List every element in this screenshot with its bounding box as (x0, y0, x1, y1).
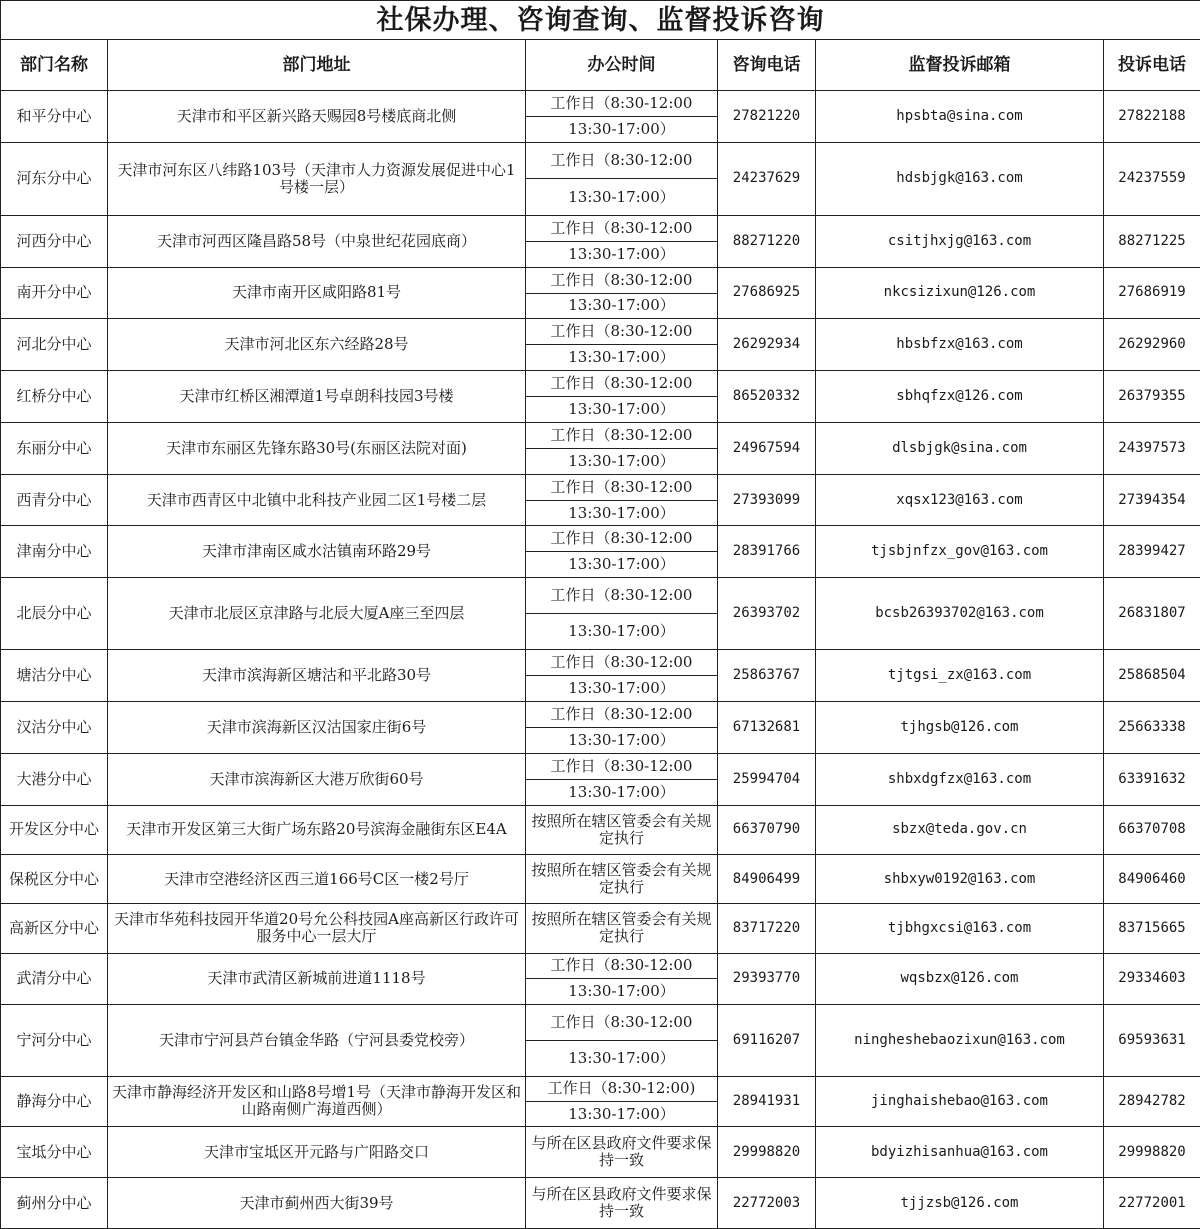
table-row (1, 422, 1200, 474)
office-hours-line-1: 工作日（8:30-12:00 (550, 756, 693, 775)
center-name: 东丽分中心 (1, 422, 108, 474)
office-hours-line-1: 工作日（8:30-12:00 (550, 151, 693, 170)
complaint-phone: 28399427 (1104, 526, 1200, 578)
table-row (1, 702, 1200, 754)
office-hours-line-2: 13:30-17:00） (568, 622, 675, 641)
center-name: 高新区分中心 (1, 904, 108, 954)
complaint-email: ningheshebaozixun@163.com (816, 1004, 1104, 1076)
office-hours (526, 904, 718, 954)
office-hours (526, 855, 718, 904)
header-hours: 办公时间 (526, 40, 718, 91)
center-name: 开发区分中心 (1, 805, 108, 855)
office-hours-line-2: 13:30-17:00） (568, 981, 675, 1000)
office-hours (526, 422, 718, 474)
office-hours (526, 1127, 718, 1178)
center-name: 武清分中心 (1, 953, 108, 1004)
center-name: 北辰分中心 (1, 578, 108, 650)
center-address: 天津市西青区中北镇中北科技产业园二区1号楼二层 (108, 474, 526, 526)
complaint-phone: 26292960 (1104, 319, 1200, 371)
complaint-email: csitjhxjg@163.com (816, 215, 1104, 267)
complaint-email: shbxdgfzx@163.com (816, 753, 1104, 805)
center-name: 汉沽分中心 (1, 702, 108, 754)
complaint-email: tjbhgxcsi@163.com (816, 904, 1104, 954)
complaint-email: dlsbjgk@sina.com (816, 422, 1104, 474)
complaint-phone: 27822188 (1104, 91, 1200, 143)
office-hours-line-2: 13:30-17:00） (568, 244, 675, 263)
complaint-phone: 26831807 (1104, 578, 1200, 650)
complaint-email: tjtgsi_zx@163.com (816, 650, 1104, 702)
table-row (1, 578, 1200, 650)
complaint-email: bcsb26393702@163.com (816, 578, 1104, 650)
complaint-email: tjsbjnfzx_gov@163.com (816, 526, 1104, 578)
center-address: 天津市滨海新区塘沽和平北路30号 (108, 650, 526, 702)
office-hours (526, 267, 718, 319)
office-hours (526, 578, 718, 650)
complaint-phone: 83715665 (1104, 904, 1200, 954)
center-address: 天津市宝坻区开元路与广阳路交口 (108, 1127, 526, 1178)
office-hours (526, 91, 718, 143)
complaint-phone: 27394354 (1104, 474, 1200, 526)
table-row (1, 526, 1200, 578)
complaint-email: nkcsizixun@126.com (816, 267, 1104, 319)
table-row (1, 267, 1200, 319)
office-hours-line-2: 13:30-17:00） (568, 1104, 675, 1123)
table-row (1, 371, 1200, 423)
complaint-email: wqsbzx@126.com (816, 953, 1104, 1004)
complaint-phone: 63391632 (1104, 753, 1200, 805)
header-address: 部门地址 (108, 40, 526, 91)
office-hours-line-1: 工作日（8:30-12:00 (550, 425, 693, 444)
center-name: 保税区分中心 (1, 855, 108, 904)
office-hours-line-1: 工作日（8:30-12:00 (550, 374, 693, 393)
office-hours-line-1: 工作日（8:30-12:00 (550, 218, 693, 237)
office-hours-line-2: 13:30-17:00） (568, 782, 675, 801)
consult-phone: 25994704 (718, 753, 816, 805)
complaint-email: bdyizhisanhua@163.com (816, 1127, 1104, 1178)
center-address: 天津市宁河县芦台镇金华路（宁河县委党校旁） (108, 1004, 526, 1076)
consult-phone: 22772003 (718, 1178, 816, 1229)
complaint-email: hdsbjgk@163.com (816, 142, 1104, 215)
office-hours-line-2: 13:30-17:00） (568, 296, 675, 315)
center-name: 河北分中心 (1, 319, 108, 371)
table-row (1, 142, 1200, 215)
consult-phone: 29998820 (718, 1127, 816, 1178)
office-hours (526, 953, 718, 1004)
office-hours-line-2: 13:30-17:00） (568, 119, 675, 138)
center-name: 西青分中心 (1, 474, 108, 526)
table-row (1, 1076, 1200, 1127)
office-hours-line-1: 工作日（8:30-12:00 (550, 704, 693, 723)
center-name: 静海分中心 (1, 1076, 108, 1127)
office-hours (526, 1076, 718, 1127)
consult-phone: 27686925 (718, 267, 816, 319)
complaint-phone: 24237559 (1104, 142, 1200, 215)
office-hours-line-2: 13:30-17:00） (568, 399, 675, 418)
consult-phone: 28391766 (718, 526, 816, 578)
header-phone: 咨询电话 (718, 40, 816, 91)
office-hours-line-1: 按照所在辖区管委会有关规定执行 (531, 811, 712, 847)
center-name: 红桥分中心 (1, 371, 108, 423)
complaint-phone: 69593631 (1104, 1004, 1200, 1076)
complaint-phone: 22772001 (1104, 1178, 1200, 1229)
center-address: 天津市和平区新兴路天赐园8号楼底商北侧 (108, 91, 526, 143)
office-hours-line-2: 13:30-17:00） (568, 503, 675, 522)
center-address: 天津市开发区第三大街广场东路20号滨海金融街东区E4A (108, 805, 526, 855)
consult-phone: 27821220 (718, 91, 816, 143)
complaint-phone: 26379355 (1104, 371, 1200, 423)
complaint-phone: 84906460 (1104, 855, 1200, 904)
table-row (1, 1178, 1200, 1229)
center-address: 天津市滨海新区汉沽国家庄街6号 (108, 702, 526, 754)
complaint-email: hpsbta@sina.com (816, 91, 1104, 143)
office-hours (526, 474, 718, 526)
office-hours (526, 753, 718, 805)
center-address: 天津市蓟州西大街39号 (108, 1178, 526, 1229)
center-address: 天津市滨海新区大港万欣街60号 (108, 753, 526, 805)
center-address: 天津市华苑科技园开华道20号允公科技园A座高新区行政许可服务中心一层大厅 (108, 904, 526, 954)
office-hours (526, 650, 718, 702)
center-name: 和平分中心 (1, 91, 108, 143)
complaint-email: sbzx@teda.gov.cn (816, 805, 1104, 855)
office-hours-line-2: 13:30-17:00） (568, 679, 675, 698)
complaint-phone: 27686919 (1104, 267, 1200, 319)
complaint-phone: 66370708 (1104, 805, 1200, 855)
office-hours-line-2: 13:30-17:00） (568, 451, 675, 470)
consult-phone: 67132681 (718, 702, 816, 754)
center-address: 天津市河西区隆昌路58号（中泉世纪花园底商） (108, 215, 526, 267)
consult-phone: 28941931 (718, 1076, 816, 1127)
center-name: 大港分中心 (1, 753, 108, 805)
complaint-email: tjhgsb@126.com (816, 702, 1104, 754)
table-row (1, 650, 1200, 702)
consult-phone: 69116207 (718, 1004, 816, 1076)
table-row (1, 1127, 1200, 1178)
consult-phone: 84906499 (718, 855, 816, 904)
office-hours-line-1: 按照所在辖区管委会有关规定执行 (531, 910, 712, 946)
complaint-phone: 28942782 (1104, 1076, 1200, 1127)
complaint-phone: 25868504 (1104, 650, 1200, 702)
complaint-email: xqsx123@163.com (816, 474, 1104, 526)
center-name: 河西分中心 (1, 215, 108, 267)
consult-phone: 26292934 (718, 319, 816, 371)
complaint-phone: 88271225 (1104, 215, 1200, 267)
center-name: 宁河分中心 (1, 1004, 108, 1076)
office-hours (526, 702, 718, 754)
consult-phone: 86520332 (718, 371, 816, 423)
complaint-phone: 24397573 (1104, 422, 1200, 474)
office-hours (526, 319, 718, 371)
complaint-email: sbhqfzx@126.com (816, 371, 1104, 423)
table-body (1, 91, 1200, 1229)
page-title: 社保办理、咨询查询、监督投诉咨询 (1, 1, 1200, 40)
center-address: 天津市武清区新城前进道1118号 (108, 953, 526, 1004)
table-row (1, 319, 1200, 371)
header-email: 监督投诉邮箱 (816, 40, 1104, 91)
center-address: 天津市津南区咸水沽镇南环路29号 (108, 526, 526, 578)
header-row (1, 40, 1200, 91)
consult-phone: 24967594 (718, 422, 816, 474)
consult-phone: 66370790 (718, 805, 816, 855)
office-hours (526, 142, 718, 215)
table-row (1, 805, 1200, 855)
office-hours-line-1: 工作日（8:30-12:00 (550, 653, 693, 672)
office-hours-line-1: 按照所在辖区管委会有关规定执行 (531, 861, 712, 897)
center-address: 天津市静海经济开发区和山路8号增1号（天津市静海开发区和山路南侧广海道西侧） (108, 1076, 526, 1127)
complaint-phone: 25663338 (1104, 702, 1200, 754)
complaint-phone: 29998820 (1104, 1127, 1200, 1178)
office-hours-line-1: 与所在区县政府文件要求保持一致 (531, 1134, 712, 1170)
office-hours-line-1: 工作日（8:30-12:00 (550, 322, 693, 341)
center-name: 南开分中心 (1, 267, 108, 319)
office-hours-line-1: 工作日（8:30-12:00 (550, 529, 693, 548)
office-hours (526, 1178, 718, 1229)
office-hours-line-1: 工作日（8:30-12:00 (550, 270, 693, 289)
table-row (1, 855, 1200, 904)
complaint-email: tjjzsb@126.com (816, 1178, 1104, 1229)
table-row (1, 91, 1200, 143)
office-hours (526, 215, 718, 267)
consult-phone: 27393099 (718, 474, 816, 526)
center-address: 天津市红桥区湘潭道1号卓朗科技园3号楼 (108, 371, 526, 423)
office-hours (526, 526, 718, 578)
office-hours (526, 805, 718, 855)
complaint-email: jinghaishebao@163.com (816, 1076, 1104, 1127)
office-hours-line-1: 工作日（8:30-12:00 (550, 586, 693, 605)
office-hours (526, 371, 718, 423)
table-row (1, 753, 1200, 805)
office-hours-line-1: 工作日（8:30-12:00 (550, 93, 693, 112)
office-hours-line-2: 13:30-17:00） (568, 730, 675, 749)
center-name: 河东分中心 (1, 142, 108, 215)
consult-phone: 29393770 (718, 953, 816, 1004)
office-hours (526, 1004, 718, 1076)
table-row (1, 215, 1200, 267)
center-name: 塘沽分中心 (1, 650, 108, 702)
complaint-phone: 29334603 (1104, 953, 1200, 1004)
consult-phone: 26393702 (718, 578, 816, 650)
office-hours-line-1: 工作日（8:30-12:00) (547, 1079, 696, 1098)
center-address: 天津市空港经济区西三道166号C区一楼2号厅 (108, 855, 526, 904)
center-name: 宝坻分中心 (1, 1127, 108, 1178)
table-row (1, 1004, 1200, 1076)
office-hours-line-1: 工作日（8:30-12:00 (550, 1012, 693, 1031)
office-hours-line-1: 与所在区县政府文件要求保持一致 (531, 1185, 712, 1221)
table-row (1, 904, 1200, 954)
center-address: 天津市东丽区先锋东路30号(东丽区法院对面) (108, 422, 526, 474)
office-hours-line-2: 13:30-17:00） (568, 187, 675, 206)
office-hours-line-2: 13:30-17:00） (568, 555, 675, 574)
consult-phone: 25863767 (718, 650, 816, 702)
table-row (1, 953, 1200, 1004)
center-address: 天津市河东区八纬路103号（天津市人力资源发展促进中心1号楼一层） (108, 142, 526, 215)
center-address: 天津市南开区咸阳路81号 (108, 267, 526, 319)
office-hours-line-2: 13:30-17:00） (568, 1048, 675, 1067)
center-name: 蓟州分中心 (1, 1178, 108, 1229)
center-address: 天津市北辰区京津路与北辰大厦A座三至四层 (108, 578, 526, 650)
header-complaint-phone: 投诉电话 (1104, 40, 1200, 91)
office-hours-line-1: 工作日（8:30-12:00 (550, 956, 693, 975)
center-name: 津南分中心 (1, 526, 108, 578)
center-address: 天津市河北区东六经路28号 (108, 319, 526, 371)
complaint-email: shbxyw0192@163.com (816, 855, 1104, 904)
office-hours-line-2: 13:30-17:00） (568, 348, 675, 367)
header-name: 部门名称 (1, 40, 108, 91)
complaint-email: hbsbfzx@163.com (816, 319, 1104, 371)
consult-phone: 83717220 (718, 904, 816, 954)
table-row (1, 474, 1200, 526)
consult-phone: 88271220 (718, 215, 816, 267)
office-hours-line-1: 工作日（8:30-12:00 (550, 477, 693, 496)
consult-phone: 24237629 (718, 142, 816, 215)
